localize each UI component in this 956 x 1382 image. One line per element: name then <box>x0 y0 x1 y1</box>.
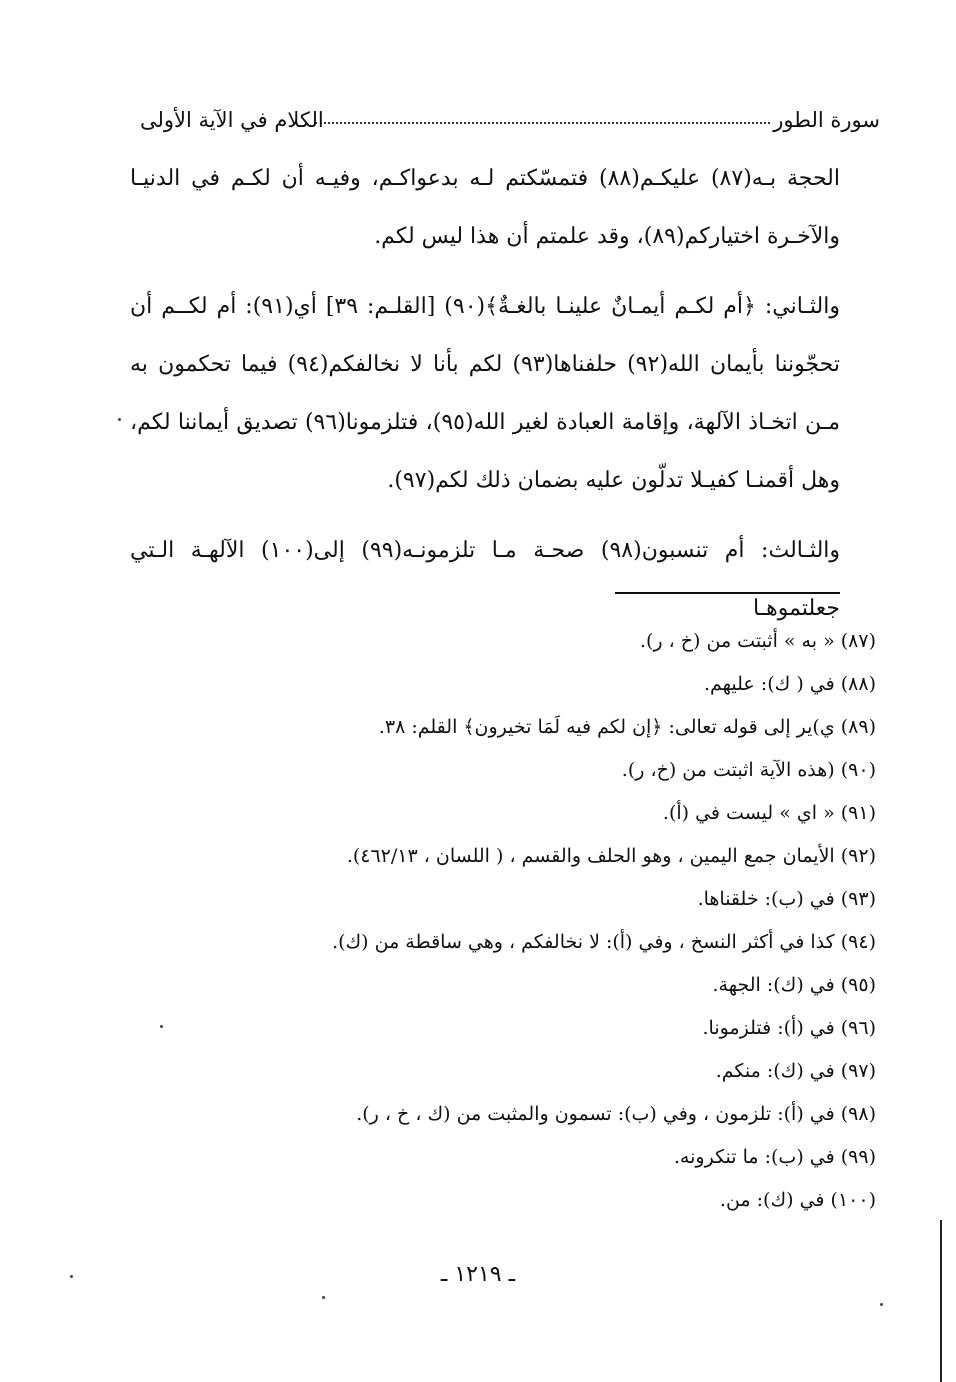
footnote-93: (٩٣) في (ب): خلقناها. <box>697 888 876 910</box>
footnote-99: (٩٩) في (ب): ما تنكرونه. <box>673 1146 876 1168</box>
footnote-91: (٩١) « اي » ليست في (أ). <box>662 802 876 824</box>
footnote-94: (٩٤) كذا في أكثر النسخ ، وفي (أ): لا نخالفكم ، وهي ساقطة من (ك). <box>332 931 876 953</box>
footnote-95: (٩٥) في (ك): الجهة. <box>712 974 876 996</box>
footnote-92: (٩٢) الأيمان جمع اليمين ، وهو الحلف والقسم ، ( اللسان ، ٤٦٢/١٣). <box>346 845 876 867</box>
footnote-97: (٩٧) في (ك): منكم. <box>715 1060 876 1082</box>
footnote-87: (٨٧) « به » أثبتت من (خ ، ر). <box>639 630 876 652</box>
main-text <box>130 150 840 650</box>
running-header <box>140 100 880 140</box>
scan-speck <box>880 1303 883 1306</box>
footnote-100: (١٠٠) في (ك): من. <box>719 1189 876 1211</box>
footnote-88: (٨٨) في ( ك): عليهم. <box>703 673 876 695</box>
scan-speck <box>70 1275 73 1278</box>
scan-edge-line <box>940 1220 942 1382</box>
footnote-separator <box>615 592 840 594</box>
footnote-89: (٨٩) ي)ير إلى قوله تعالى: ﴿إن لكم فيه لَمَا تخيرون﴾ القلم: ٣٨. <box>378 716 876 738</box>
scan-speck <box>118 418 121 421</box>
header-section: الكلام في الآية الأولى <box>140 108 324 132</box>
header-surah: سورة الطور <box>773 108 880 132</box>
paragraph-1: الحجة بـه(٨٧) عليكـم(٨٨) فتمسّكتم لـه بدعواكـم، وفيـه أن لكـم في الدنيـا والآخـرة اختياركم(٨٩)، وقد علمتم أن هذا ليس لكم. <box>130 166 841 249</box>
scan-speck <box>322 1296 325 1299</box>
paragraph-3: والثـالث: أم تنسبون(٩٨) صحـة مـا تلزمونـه(٩٩) إلى(١٠٠) الآلهـة الـتي جعلتموهـا <box>130 538 841 621</box>
page-number: ـ ١٢١٩ ـ <box>440 1262 516 1287</box>
paragraph-2: والثـاني: ﴿أم لكـم أيمـانٌ علينـا بالغـةٌ﴾(٩٠) [القلـم: ٣٩] أي(٩١): أم لكــم أن تحجّوننا بأيمان الله(٩٢) حلفناها(٩٣) لكم بأنا لا نخالفكم(٩٤) فيما تحكمون به مـن اتخـاذ الآلهة، وإقامة العبادة لغير الله(٩٥)، فتلزمونا(٩٦) تصديق أيماننا لكم، وهل أقمنـا كفيـلا تدلّون عليه بضمان ذلك لكم(٩٧). <box>130 294 841 493</box>
footnote-96: (٩٦) في (أ): فتلزمونا. <box>702 1017 876 1039</box>
footnotes-list <box>176 620 876 1222</box>
footnote-98: (٩٨) في (أ): تلزمون ، وفي (ب): تسمون والمثبت من (ك ، خ ، ر). <box>356 1103 876 1125</box>
scan-speck <box>160 1025 163 1028</box>
header-dot-leader <box>315 122 770 124</box>
footnote-90: (٩٠) (هذه الآية اثبتت من (خ، ر). <box>621 759 876 781</box>
